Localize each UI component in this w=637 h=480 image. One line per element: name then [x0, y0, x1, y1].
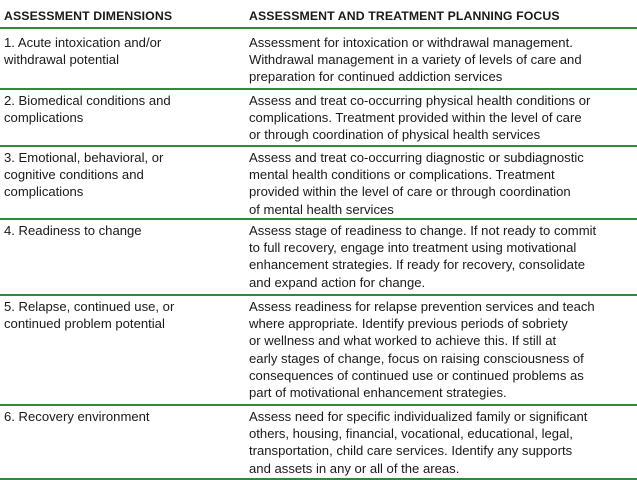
- dimension-cell: 3. Emotional, behavioral, or cognitive conditions and complications: [4, 150, 164, 200]
- focus-cell: Assessment for intoxication or withdrawal management. Withdrawal management in a variety of levels of care and preparation for continued addiction services: [249, 35, 582, 85]
- table-row: [0, 29, 637, 88]
- table-header-row: [0, 0, 637, 29]
- header-assessment-focus: ASSESSMENT AND TREATMENT PLANNING FOCUS: [249, 9, 560, 23]
- focus-cell: Assess readiness for relapse prevention services and teach where appropriate. Identify previous periods of sobriety or wellness and what worked to achieve this. If still at early stages of change, focus on raising consciousness of consequences of continued use or continued problems as part of motivational enhancement strategies.: [249, 299, 595, 401]
- focus-cell: Assess and treat co-occurring physical health conditions or complications. Treatment provided within the level of care or through coordination of physical health services: [249, 93, 591, 143]
- header-assessment-dimensions: ASSESSMENT DIMENSIONS: [4, 9, 173, 23]
- dimension-cell: 5. Relapse, continued use, or continued problem potential: [4, 299, 175, 332]
- table-row: [0, 145, 637, 218]
- dimension-cell: 4. Readiness to change: [4, 223, 142, 238]
- table-row: [0, 404, 637, 478]
- dimension-cell: 1. Acute intoxication and/or withdrawal potential: [4, 35, 162, 68]
- focus-cell: Assess need for specific individualized family or significant others, housing, financial, vocational, educational, legal, transportation, child care services. Identify any supports and assets in any or all of the areas.: [249, 409, 588, 476]
- table-row: [0, 218, 637, 294]
- table-row: [0, 88, 637, 145]
- focus-cell: Assess stage of readiness to change. If not ready to commit to full recovery, engage into treatment using motivational enhancement strategies. If ready for recovery, consolidate and expand action for change.: [249, 223, 597, 290]
- table-row: [0, 294, 637, 404]
- dimension-cell: 6. Recovery environment: [4, 409, 150, 424]
- dimension-cell: 2. Biomedical conditions and complications: [4, 93, 171, 126]
- focus-cell: Assess and treat co-occurring diagnostic or subdiagnostic mental health conditions or complications. Treatment provided within the level of care or through coordination of mental health services: [249, 150, 584, 217]
